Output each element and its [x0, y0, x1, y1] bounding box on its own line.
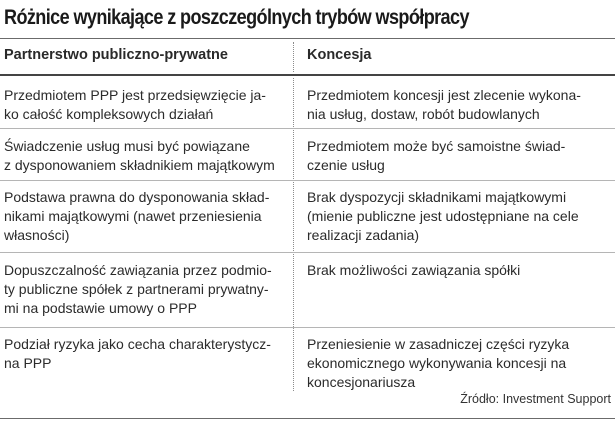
row-divider	[0, 128, 615, 129]
table-cell-ppp-5: Podział ryzyka jako cecha charakterystycz- na PPP	[4, 336, 271, 371]
table-cell-concession-4: Brak możliwości zawiązania spółki	[307, 262, 521, 278]
column-header-ppp: Partnerstwo publiczno-prywatne	[4, 47, 228, 63]
column-divider-header	[293, 42, 294, 72]
table-cell-concession-3: Brak dyspozycji składnikami majątkowymi (mienie publiczne jest udostępniane na cele realizacji zadania)	[307, 189, 579, 243]
column-divider	[293, 78, 294, 391]
table-cell-concession-2: Przedmiotem może być samoistne świad- czenie usług	[307, 138, 566, 173]
table-cell-ppp-4: Dopuszczalność zawiązania przez podmio- ty publiczne spółek z partnerami prywatny- mi na podstawie umowy o PPP	[4, 262, 272, 316]
row-divider	[0, 252, 615, 253]
source-note: Źródło: Investment Support	[460, 392, 611, 406]
column-header-concession: Koncesja	[307, 47, 372, 63]
table-cell-ppp-1: Przedmiotem PPP jest przedsięwzięcie ja- ko całość kompleksowych działań	[4, 87, 266, 122]
top-rule	[0, 38, 615, 39]
table-cell-ppp-2: Świadczenie usług musi być powiązane z dysponowaniem składnikiem majątkowym	[4, 138, 275, 173]
row-divider	[0, 180, 615, 181]
table-cell-ppp-3: Podstawa prawna do dysponowania skład- nikami majątkowymi (nawet przeniesienia własności)	[4, 189, 270, 243]
table-cell-concession-1: Przedmiotem koncesji jest zlecenie wykona- nia usług, dostaw, robót budowlanych	[307, 87, 581, 122]
header-rule	[0, 74, 615, 76]
page-title: Różnice wynikające z poszczególnych trybów współpracy	[4, 6, 469, 29]
row-divider	[0, 327, 615, 328]
bottom-rule	[0, 418, 615, 419]
table-cell-concession-5: Przeniesienie w zasadniczej części ryzyka ekonomicznego wykonywania koncesji na koncesjonariusza	[307, 336, 570, 390]
